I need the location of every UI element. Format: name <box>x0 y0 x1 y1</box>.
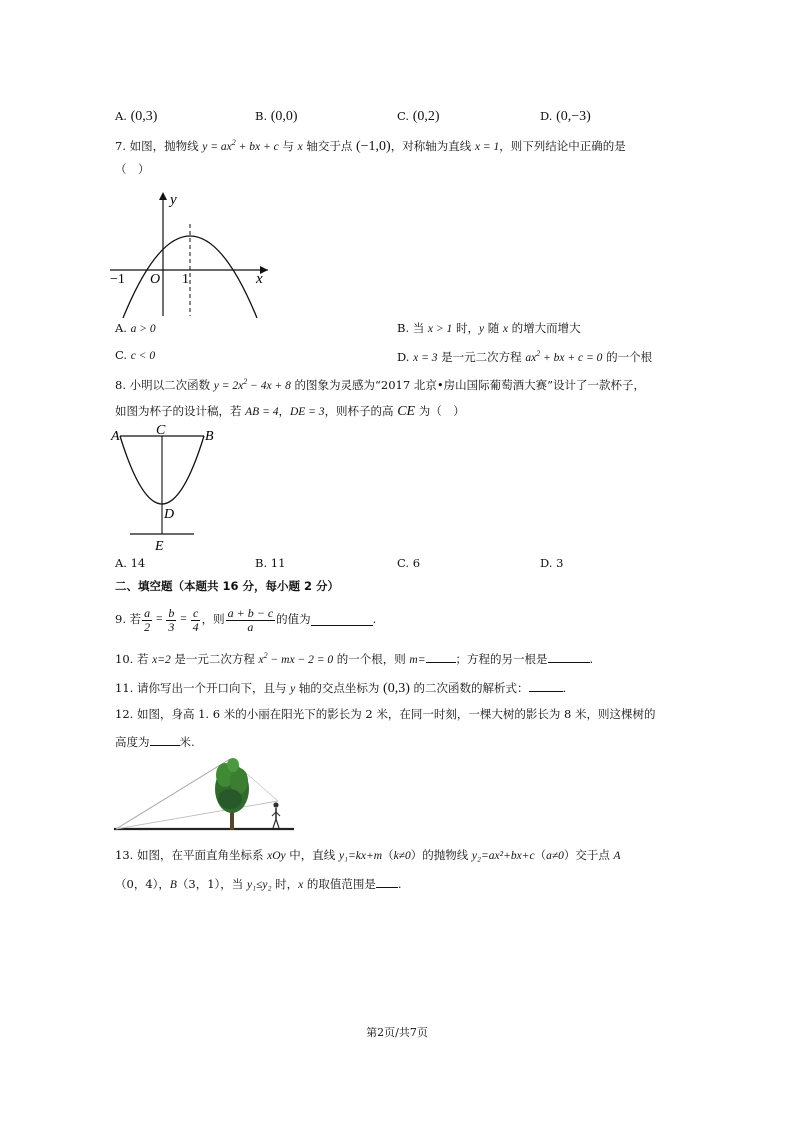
option-label: A. <box>115 321 127 335</box>
text: 中，直线 <box>285 848 339 862</box>
text: 为（ ） <box>415 404 465 418</box>
point-e-label: E <box>155 539 164 554</box>
origin-label: O <box>150 272 161 287</box>
text: （3，1），当 <box>176 877 247 891</box>
q7-answer-paren: （ ） <box>115 162 150 176</box>
option-label: D. <box>540 109 553 123</box>
intercept-point: (0,3) <box>383 681 410 696</box>
text: 如图为杯子的设计稿，若 <box>115 404 246 418</box>
text: （ <box>534 848 547 862</box>
y-axis-arrow <box>159 192 167 200</box>
text: 与 <box>278 138 298 153</box>
q8-option-b: B. 11 <box>255 556 286 570</box>
text: 8. 小明以二次函数 <box>115 377 214 392</box>
numerator: c <box>192 606 199 620</box>
q6-option-b <box>255 109 298 125</box>
equals-sign: = <box>153 613 166 626</box>
q8-option-a: A. 14 <box>115 556 146 570</box>
text: 13. 如图，在平面直角坐标系 <box>115 848 268 862</box>
y-axis-label: y <box>170 192 177 208</box>
person-figure <box>272 802 280 828</box>
q8-stem-line1 <box>115 377 645 393</box>
text: ）交于点 <box>563 848 614 862</box>
q12-tree-shadow-figure <box>112 755 296 835</box>
q7-parabola-figure <box>110 190 275 318</box>
text: 时， <box>452 321 479 335</box>
fraction-expression <box>226 607 276 633</box>
text: （ <box>382 848 394 862</box>
line-equation: y₁=kx+m <box>338 850 383 862</box>
answer-blank[interactable] <box>529 680 563 692</box>
text: 高度为 <box>115 735 150 749</box>
text: ；方程的另一根是 <box>455 652 548 666</box>
equals-sign: = <box>177 613 190 626</box>
text: 是一元二次方程 <box>170 652 259 666</box>
text: 时， <box>271 877 299 891</box>
denominator: a <box>247 619 254 634</box>
option-value: c < 0 <box>130 350 156 362</box>
q8-cup-figure <box>110 424 222 554</box>
text: ）的抛物线 <box>410 848 472 862</box>
point-a: A <box>613 850 621 862</box>
x-var: x <box>502 323 508 335</box>
equation: $x^2$ − mx − 2 = 0 <box>258 651 334 666</box>
q6-option-c <box>397 109 440 125</box>
text: ， <box>278 404 290 418</box>
point-d-label: D <box>164 507 175 522</box>
q7-option-b <box>397 322 581 336</box>
sunlight-ray-person <box>116 801 278 829</box>
q7-option-a <box>115 322 156 336</box>
x-var: x <box>298 879 304 891</box>
denominator: 2 <box>144 619 151 634</box>
numerator: b <box>168 606 175 620</box>
ce-label: CE <box>397 404 416 419</box>
text: 轴交于点 <box>302 138 356 153</box>
text: 的取值范围是 <box>303 877 376 891</box>
q6-option-a <box>115 109 157 125</box>
answer-blank[interactable] <box>150 734 180 746</box>
q7-function: $y = ax^2$ + bx + c <box>202 138 279 153</box>
point-b: B <box>169 879 177 891</box>
option-label: C. <box>115 348 128 362</box>
q7-option-c <box>115 349 155 363</box>
option-label: D. <box>397 349 410 364</box>
text: . <box>372 612 377 627</box>
fraction-a-2 <box>142 607 152 633</box>
fraction-b-3 <box>166 607 176 633</box>
q8-option-c: C. 6 <box>397 556 421 570</box>
text: 随 <box>484 321 503 335</box>
condition: x > 1 <box>427 323 453 335</box>
q13-line1 <box>115 849 621 863</box>
denominator: 4 <box>192 619 199 634</box>
option-value: (0,2) <box>412 109 440 124</box>
text: 的一个根 <box>602 349 653 364</box>
option-value: a > 0 <box>130 323 156 335</box>
text: （0，4）， <box>115 877 170 891</box>
numerator: a + b − c <box>227 606 274 620</box>
text: 7. 如图，抛物线 <box>115 138 203 153</box>
q10 <box>115 651 593 667</box>
one-label: 1 <box>182 272 189 287</box>
text: 9. 若 <box>115 612 142 627</box>
y-var: y <box>478 323 485 335</box>
q8-function: $y = 2x^2 - 4x + 8$ <box>213 377 291 392</box>
option-label: C. <box>397 109 410 123</box>
q6-option-d <box>540 109 591 125</box>
condition: x = 3 <box>413 351 438 364</box>
option-label: B. <box>255 109 268 123</box>
text: . <box>589 652 594 666</box>
answer-blank[interactable] <box>376 876 398 888</box>
text: ，则 <box>201 612 225 627</box>
text: . <box>562 681 567 695</box>
text: ，则下列结论中正确的是 <box>499 138 626 153</box>
text: 轴的交点坐标为 <box>295 681 384 695</box>
numerator: a <box>144 606 151 620</box>
m-var: m= <box>409 654 426 666</box>
equation: $ax^2$ + bx + c = 0 <box>525 349 603 364</box>
q13-line2 <box>115 876 402 892</box>
parabola-equation: y₂=ax²+bx+c <box>471 850 535 862</box>
denominator: 3 <box>168 619 175 634</box>
q12-line2 <box>115 734 195 749</box>
text: 11. 请你写出一个开口向下，且与 <box>115 681 291 695</box>
option-label: B. <box>397 321 410 335</box>
text: . <box>397 877 402 891</box>
inequality: y₁≤y₂ <box>246 879 272 891</box>
y-var: y <box>290 683 296 695</box>
q9 <box>115 607 376 633</box>
fraction-c-4 <box>191 607 201 633</box>
q8-stem-line2 <box>115 404 465 420</box>
text: ，对称轴为直线 <box>390 138 475 153</box>
text: 是一元二次方程 <box>437 349 526 364</box>
neg-one-label: −1 <box>110 272 125 287</box>
text: 的一个根，则 <box>333 652 410 666</box>
ab-length: AB = 4 <box>245 406 279 418</box>
option-value: (0,0) <box>270 109 298 124</box>
q7-point: (−1,0) <box>355 138 391 154</box>
de-length: DE = 3 <box>289 406 325 418</box>
x-var: x <box>297 140 303 153</box>
option-value: (0,3) <box>130 109 158 124</box>
q7-stem <box>115 138 626 155</box>
q7-axis: x = 1 <box>474 140 500 153</box>
page-footer: 第2页/共7页 <box>366 1026 428 1039</box>
a-condition: a≠0 <box>546 850 564 862</box>
k-condition: k≠0 <box>393 850 411 862</box>
point-b-label: B <box>205 429 214 444</box>
point-c-label: C <box>156 424 166 438</box>
sunlight-ray-tree <box>116 759 230 829</box>
condition: x=2 <box>152 654 171 666</box>
option-value: (0,−3) <box>556 109 591 124</box>
text: 的增大而增大 <box>507 321 581 335</box>
text: 的二次函数的解析式： <box>409 681 529 695</box>
text: 10. 若 <box>115 652 153 666</box>
x-axis-label: x <box>256 271 263 287</box>
q11 <box>115 680 566 697</box>
point-a-label: A <box>111 429 120 444</box>
answer-blank[interactable] <box>311 614 373 626</box>
answer-blank-root[interactable] <box>548 651 590 663</box>
section-heading: 二、填空题（本题共 16 分，每小题 2 分） <box>115 579 340 593</box>
text: 当 <box>412 321 428 335</box>
text: ，则杯子的高 <box>324 404 398 418</box>
q7-option-d <box>397 349 652 365</box>
answer-blank-m[interactable] <box>426 651 456 663</box>
q8-option-d: D. 3 <box>540 556 564 570</box>
text: 的值为 <box>276 612 311 627</box>
option-label: A. <box>115 109 127 123</box>
q12-line1: 12. 如图，身高 1. 6 米的小丽在阳光下的影长为 2 米，在同一时刻，一棵大树的影长为 8 米，则这棵树的 <box>115 707 656 721</box>
xoy-label: xOy <box>267 850 286 862</box>
text: 的图象为灵感为“2017 北京•房山国际葡萄酒大赛”设计了一款杯子， <box>290 377 646 392</box>
text: 米. <box>179 735 195 749</box>
tree-crown <box>215 758 249 813</box>
